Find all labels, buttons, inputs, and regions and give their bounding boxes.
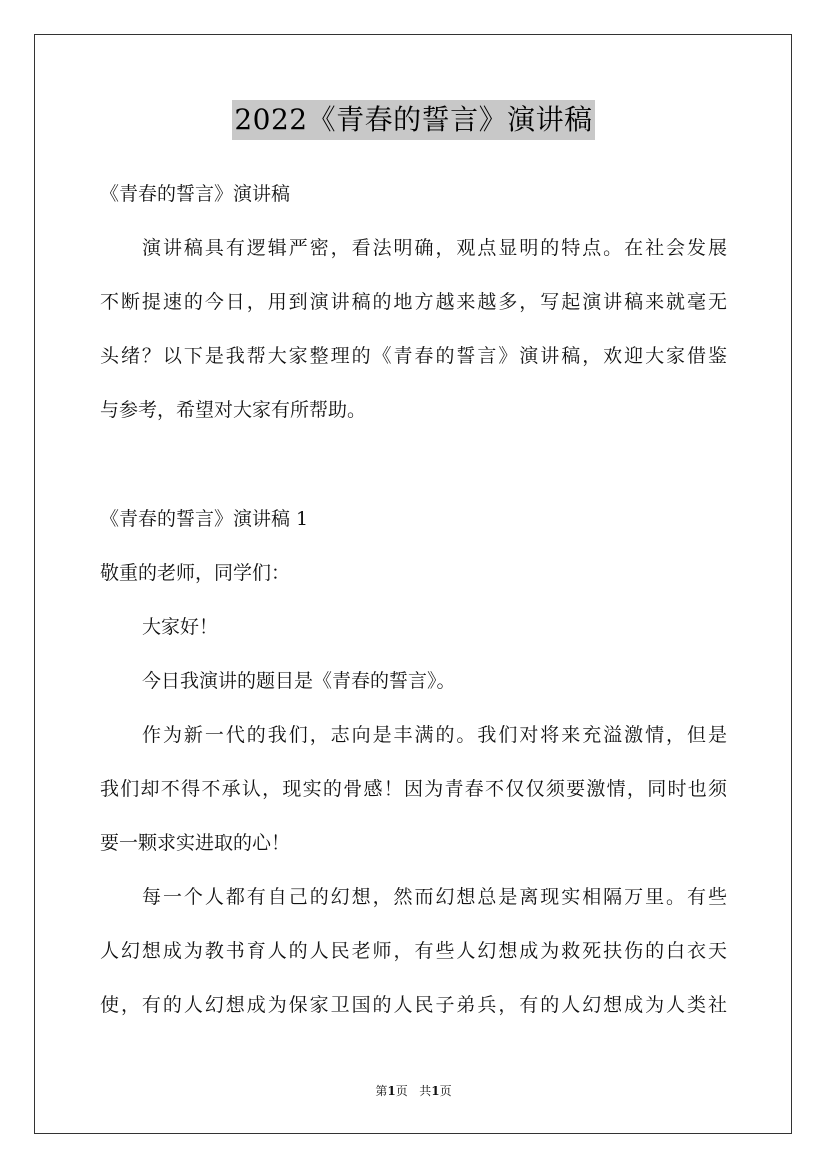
greeting-line: 敬重的老师，同学们：: [100, 562, 291, 584]
document-subtitle: 《青春的誓言》演讲稿: [100, 183, 291, 205]
page-prefix: 第: [375, 1084, 388, 1098]
total-prefix: 共: [419, 1084, 432, 1098]
hello-line: 大家好！: [142, 616, 219, 638]
para2-line-3: 使，有的人幻想成为保家卫国的人民子弟兵，有的人幻想成为人类社: [100, 994, 727, 1016]
intro-line-4: 与参考，希望对大家有所帮助。: [100, 399, 367, 421]
topic-line: 今日我演讲的题目是《青春的誓言》。: [142, 670, 456, 692]
document-title: 2022《青春的誓言》演讲稿: [232, 100, 594, 140]
para1-line-1: 作为新一代的我们，志向是丰满的。我们对将来充溢激情，但是: [142, 724, 727, 746]
title-container: [0, 100, 827, 140]
para2-line-1: 每一个人都有自己的幻想，然而幻想总是离现实相隔万里。有些: [142, 886, 727, 908]
page-number: 1: [387, 1084, 396, 1098]
para2-line-2: 人幻想成为教书育人的人民老师，有些人幻想成为救死扶伤的白衣天: [100, 940, 727, 962]
page-suffix: 页: [395, 1084, 408, 1098]
total-suffix: 页: [439, 1084, 452, 1098]
intro-line-1: 演讲稿具有逻辑严密，看法明确，观点显明的特点。在社会发展: [142, 237, 727, 259]
intro-line-3: 头绪？以下是我帮大家整理的《青春的誓言》演讲稿，欢迎大家借鉴: [100, 345, 727, 367]
section-title: 《青春的誓言》演讲稿 1: [100, 508, 309, 530]
para1-line-3: 要一颗求实进取的心！: [100, 832, 291, 854]
intro-line-2: 不断提速的今日，用到演讲稿的地方越来越多，写起演讲稿来就毫无: [100, 291, 727, 313]
para1-line-2: 我们却不得不承认，现实的骨感！因为青春不仅仅须要激情，同时也须: [100, 778, 727, 800]
page-footer: [0, 1082, 827, 1100]
total-number: 1: [431, 1084, 440, 1098]
